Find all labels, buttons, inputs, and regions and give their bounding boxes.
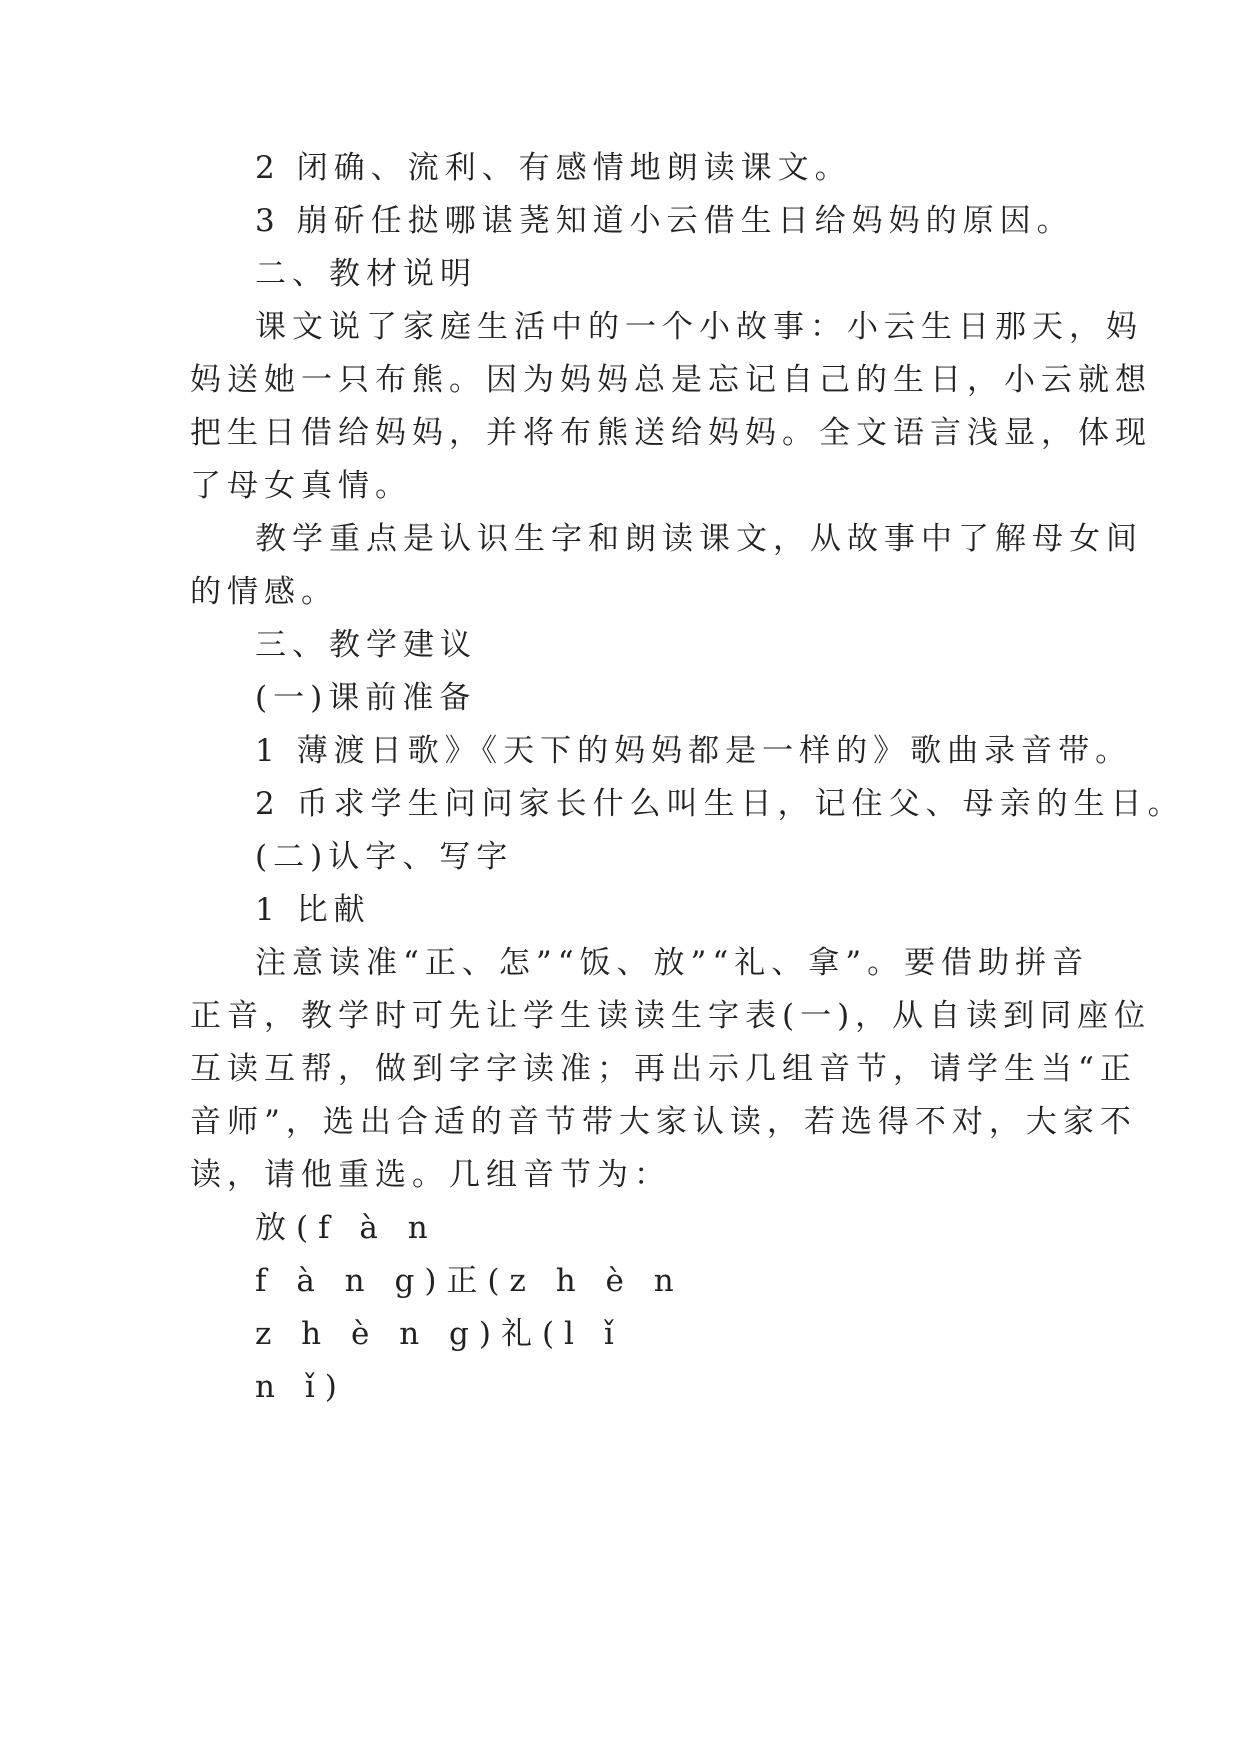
paragraph-line: 教学重点是认识生字和朗读课文，从故事中了解母女间 [255,521,1143,557]
list-item: 2 币求学生问问家长什么叫生日，记住父、母亲的生日。 [255,786,1185,822]
paragraph-line: 了母女真情。 [190,468,412,504]
section-heading-2: 二、教材说明 [255,256,477,292]
text-line-1: 2 闭确、流利、有感情地朗读课文。 [255,150,852,186]
pinyin-line: 放(f à n [255,1210,438,1246]
pinyin-line: f à n g)正(z h è n [255,1263,684,1299]
section-heading-3: 三、教学建议 [255,627,477,663]
paragraph-line: 妈送她一只布熊。因为妈妈总是忘记自己的生日，小云就想 [190,362,1152,398]
paragraph-line: 正音，教学时可先让学生读读生字表(一)，从自读到同座位 [190,998,1152,1034]
paragraph-line: 读，请他重选。几组音节为： [190,1157,671,1193]
paragraph-line: 互读互帮，做到字字读准；再出示几组音节，请学生当“正 [190,1051,1137,1087]
subsection-heading: (一)课前准备 [255,680,477,716]
list-item: 1 比献 [255,892,371,928]
paragraph-line: 音师”，选出合适的音节带大家认读，若选得不对，大家不 [190,1104,1137,1140]
list-item: 1 薄渡日歌》《天下的妈妈都是一样的》歌曲录音带。 [255,733,1133,769]
paragraph-line: 把生日借给妈妈，并将布熊送给妈妈。全文语言浅显，体现 [190,415,1152,451]
paragraph-line: 课文说了家庭生活中的一个小故事：小云生日那天，妈 [255,309,1143,345]
paragraph-line: 注意读准“正、怎”“饭、放”“礼、拿”。要借助拼音 [255,945,1090,981]
subsection-heading: (二)认字、写字 [255,839,514,875]
pinyin-line: n ǐ) [255,1369,347,1405]
paragraph-line: 的情感。 [190,574,338,610]
pinyin-line: z h è n g)礼(l ǐ [255,1316,624,1352]
text-line-2: 3 崩斫任挞哪谌荛知道小云借生日给妈妈的原因。 [255,203,1074,239]
